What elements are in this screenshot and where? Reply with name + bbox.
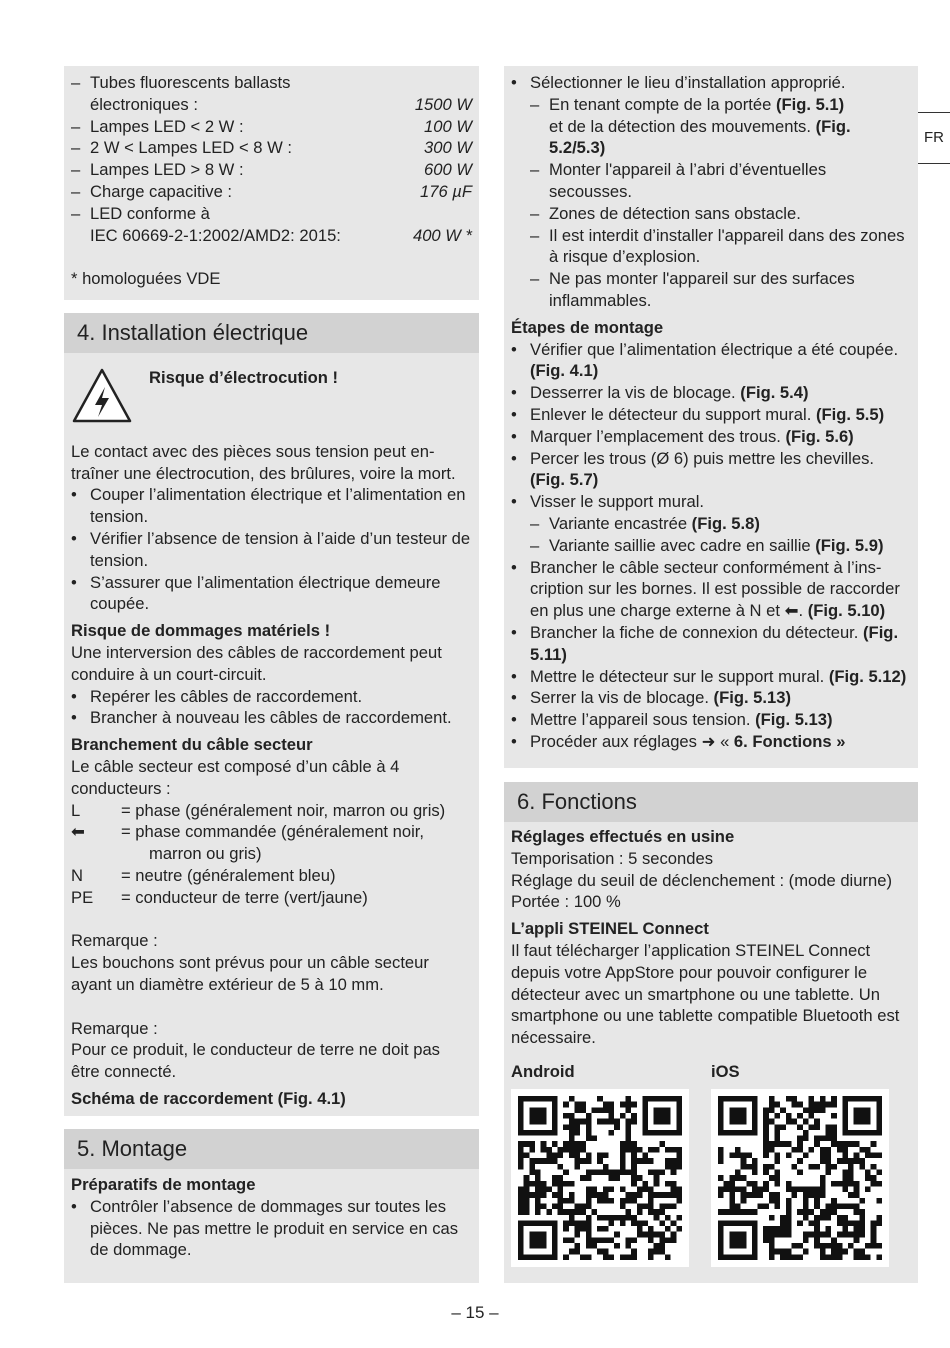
bullet-item	[511, 382, 911, 404]
figure-ref: (Fig. 5.12)	[828, 666, 907, 686]
ios-label: iOS	[711, 1061, 740, 1081]
figure-ref: (Fig. 5.11)	[530, 622, 899, 664]
bullet-item	[511, 513, 911, 535]
bullet-text	[549, 535, 911, 557]
prep-bullets	[71, 1196, 472, 1261]
bullet-text-main: Serrer la vis de blocage.	[530, 688, 714, 708]
ios-qr-block	[711, 1061, 911, 1267]
spec-row	[71, 94, 472, 116]
bullet-text-main: Mettre le détecteur sur le support mural.	[530, 666, 829, 686]
montage-steps-box	[504, 66, 918, 768]
bullet-item	[511, 491, 911, 513]
conductor-desc: = neutre (généralement bleu)	[121, 865, 336, 885]
bullet-mark: •	[511, 426, 517, 446]
bullet-mark: –	[530, 160, 540, 180]
bullet-item	[511, 731, 911, 753]
bullet-mark: –	[530, 94, 540, 114]
bullet-mark: –	[530, 203, 540, 223]
section-6-body	[504, 822, 918, 1283]
spec-label: 2 W < Lampes LED < 8 W :	[90, 138, 292, 158]
bullet-item	[511, 666, 911, 688]
bullet-item	[511, 203, 911, 225]
bullet-text: Couper l’alimentation électrique et l’alimentation en tension.	[90, 485, 466, 527]
app-text: Il faut télécharger l’application STEINEL Connect depuis votre AppStore pour pouvoir configurer le détecteur avec un smartphone ou une tablette. Un smartphone ou une tablette compatible Bluetooth est nécessaire.	[511, 940, 900, 1048]
qr-row	[511, 1061, 911, 1267]
bullet-text	[530, 491, 911, 513]
spec-dash: –	[71, 160, 81, 180]
spec-dash: –	[71, 73, 81, 92]
bullet-text	[549, 159, 911, 203]
bullet-mark	[530, 116, 549, 160]
bullet-text-main: Procéder aux réglages ➜ «	[530, 731, 734, 751]
spec-value: 100 W	[424, 116, 472, 136]
bullet-text	[549, 203, 911, 225]
spec-row	[71, 181, 472, 203]
conductor-key: N	[71, 865, 83, 885]
qr-code-icon	[518, 1096, 682, 1260]
spec-value: 400 W *	[412, 225, 472, 245]
bullet-item	[511, 225, 911, 269]
bullet-text	[549, 225, 911, 269]
spec-dash: –	[71, 138, 81, 158]
spec-label: électroniques :	[90, 94, 198, 114]
section-4-body	[64, 353, 479, 1116]
bullet-text-main: Variante saillie avec cadre en saillie	[549, 535, 816, 555]
electric-warning-icon	[71, 367, 149, 431]
bullet-item	[71, 484, 472, 528]
bullet-text-main: Percer les trous (Ø 6) puis mettre les chevilles.	[530, 448, 874, 468]
conductor-row	[71, 800, 472, 822]
ios-qr-code[interactable]	[711, 1089, 889, 1267]
mount-sub-list	[511, 513, 911, 557]
bullet-text-main: Brancher la fiche de connexion du détecteur.	[530, 622, 864, 642]
bullet-mark: •	[71, 572, 77, 592]
bullet-mark: •	[71, 485, 77, 505]
bullet-mark: –	[530, 513, 540, 533]
bullet-mark: •	[511, 557, 517, 577]
conductor-desc: = phase (généralement noir, marron ou gris)	[121, 800, 446, 820]
conductor-row	[71, 865, 472, 887]
spec-dash: –	[71, 181, 81, 201]
factory-setting-line: Temporisation : 5 secondes	[511, 848, 714, 868]
bullet-item	[511, 268, 911, 312]
bullet-mark: –	[530, 269, 540, 289]
android-qr-code[interactable]	[511, 1089, 689, 1267]
app-title: L’appli STEINEL Connect	[511, 919, 709, 939]
bullet-text-main: Ne pas monter l'appareil sur des surfaces inflammables.	[549, 269, 855, 310]
qr-code-icon	[718, 1096, 882, 1260]
bullet-text-main: Zones de détection sans obstacle.	[549, 203, 801, 223]
spec-dash: –	[71, 203, 81, 223]
conductor-key: PE	[71, 887, 94, 907]
language-tab: FR	[918, 112, 950, 164]
figure-ref: (Fig. 5.7)	[530, 470, 599, 490]
section-5-body	[64, 1169, 479, 1283]
bullet-text	[530, 557, 911, 622]
bullet-mark: •	[71, 686, 77, 706]
bullet-item	[511, 339, 911, 383]
bullet-item	[511, 535, 911, 557]
bullet-text	[530, 448, 911, 492]
spec-value: 176 µF	[420, 181, 472, 201]
steps-list-2	[511, 557, 911, 753]
spec-row	[71, 159, 472, 181]
damage-title: Risque de dommages matériels !	[71, 621, 331, 641]
bullet-text: Repérer les câbles de raccordement.	[90, 686, 363, 706]
conductor-key: L	[71, 800, 81, 820]
page-number: – 15 –	[451, 1303, 499, 1322]
bullet-mark: •	[511, 339, 517, 359]
figure-ref: (Fig. 5.6)	[785, 426, 854, 446]
spec-row	[71, 72, 472, 94]
bullet-mark: –	[530, 535, 540, 555]
spec-dash	[71, 94, 90, 116]
spec-dash	[71, 225, 90, 247]
damage-text: Une interversion des câbles de raccordement peut conduire à un court-circuit.	[71, 642, 442, 684]
bullet-text	[530, 622, 911, 666]
section-4-heading: 4. Installation électrique	[64, 313, 479, 353]
bullet-text	[530, 731, 911, 753]
figure-ref: (Fig. 5.9)	[815, 535, 884, 555]
bullet-text-main: Mettre l’appareil sous tension.	[530, 710, 756, 730]
bullet-text	[530, 426, 911, 448]
figure-ref: (Fig. 5.5)	[815, 404, 885, 424]
bullet-mark: •	[511, 622, 517, 642]
bullet-text	[530, 709, 911, 731]
factory-setting-line: Portée : 100 %	[511, 892, 621, 912]
bullet-item	[71, 1196, 472, 1261]
bullet-item	[71, 707, 472, 729]
bullet-mark: •	[511, 492, 517, 512]
bullet-text: S’assurer que l’alimentation électrique demeure coupée.	[90, 572, 441, 614]
spec-row	[71, 116, 472, 138]
conductor-row	[71, 821, 472, 865]
section-5-heading: 5. Montage	[64, 1129, 479, 1169]
bullet-item	[511, 116, 911, 160]
spec-label: LED conforme à	[90, 203, 210, 223]
spec-label: Charge capacitive :	[90, 181, 233, 201]
bullet-text: Vérifier l’absence de tension à l’aide d’un testeur de tension.	[90, 528, 471, 570]
conductor-list	[71, 800, 472, 909]
bullet-text-main: Variante encastrée	[549, 513, 692, 533]
conductor-row	[71, 887, 472, 909]
android-qr-block	[511, 1061, 711, 1267]
bullet-text	[530, 687, 911, 709]
bullet-mark: •	[511, 688, 517, 708]
safety-bullets	[71, 484, 472, 615]
section-6-heading: 6. Fonctions	[504, 782, 918, 822]
conductor-key: ⬅	[71, 822, 85, 842]
bullet-item	[511, 557, 911, 622]
steps-title: Étapes de montage	[511, 317, 664, 337]
spec-row	[71, 203, 472, 225]
figure-ref: (Fig. 5.10)	[807, 601, 886, 621]
spec-label: Lampes LED > 8 W :	[90, 160, 244, 180]
factory-setting-line: Réglage du seuil de déclenchement : (mode diurne)	[511, 870, 892, 890]
bullet-item	[71, 572, 472, 616]
bullet-text-main: Marquer l’emplacement des trous.	[530, 426, 786, 446]
figure-ref: (Fig. 5.1)	[775, 94, 845, 114]
bullet-mark: •	[511, 383, 517, 403]
bullet-text	[549, 513, 911, 535]
bullet-mark: •	[511, 404, 517, 424]
bullet-item	[511, 159, 911, 203]
conductor-desc: = phase commandée (généralement noir, marron ou gris)	[121, 822, 425, 864]
prep-title: Préparatifs de montage	[71, 1175, 256, 1194]
bullet-item	[511, 448, 911, 492]
bullet-item	[71, 528, 472, 572]
bullet-text	[530, 382, 911, 404]
bullet-text-main: Desserrer la vis de blocage.	[530, 383, 741, 403]
schema-title: Schéma de raccordement (Fig. 4.1)	[71, 1088, 346, 1108]
bullet-mark: –	[530, 225, 540, 245]
bullet-text	[530, 339, 911, 383]
android-label: Android	[511, 1061, 575, 1081]
specs-list	[71, 72, 472, 246]
bullet-item	[511, 687, 911, 709]
bullet-text-main: Visser le support mural.	[530, 492, 704, 512]
spec-dash: –	[71, 116, 81, 136]
bullet-mark: •	[511, 666, 517, 686]
spec-row	[71, 225, 472, 247]
bullet-mark: •	[511, 710, 517, 730]
bullet-mark: •	[71, 528, 77, 548]
figure-ref: (Fig. 5.13)	[755, 710, 833, 730]
bullet-text: Contrôler l’absence de dommages sur toutes les pièces. Ne pas mettre le produit en service en cas de dommage.	[90, 1196, 459, 1260]
bullet-text-main: Il est interdit d’installer l'appareil dans des zones à risque d’explosion.	[549, 225, 905, 267]
bullet-item	[71, 686, 472, 708]
bullet-text	[530, 666, 911, 688]
spec-value: 300 W	[424, 138, 472, 158]
bullet-item	[511, 426, 911, 448]
spec-label: Lampes LED < 2 W :	[90, 116, 244, 136]
bullet-mark: •	[511, 731, 517, 751]
note-2-text: Pour ce produit, le conducteur de terre ne doit pas être connecté.	[71, 1040, 440, 1082]
bullet-text: Brancher à nouveau les câbles de raccordement.	[90, 708, 452, 728]
specs-box	[64, 66, 479, 300]
bullet-text-main: Vérifier que l’alimentation électrique a été coupée.	[530, 339, 899, 359]
note-1-title: Remarque :	[71, 931, 158, 951]
specs-footnote: * homologuées VDE	[71, 269, 221, 289]
steps-list	[511, 339, 911, 513]
location-bullet: • Sélectionner le lieu d’installation approprié.	[511, 73, 846, 92]
spec-label: IEC 60669-2-1:2002/AMD2: 2015:	[90, 225, 341, 245]
bullet-mark: •	[71, 1196, 77, 1216]
location-sub-list	[511, 94, 911, 312]
figure-ref: (Fig. 5.8)	[691, 513, 760, 533]
bullet-text-main: En tenant compte de la portée	[549, 94, 776, 114]
bullet-text-main: Brancher le câble secteur conformément à l’inscription sur les bornes. Il est possible de raccorder en plus une charge externe à N et ⬅.	[530, 557, 900, 621]
spec-value: 1500 W	[414, 94, 472, 114]
figure-ref: (Fig. 5.13)	[713, 688, 791, 708]
conductor-desc: = conducteur de terre (vert/jaune)	[121, 887, 368, 907]
bullet-item	[511, 404, 911, 426]
note-1-text: Les bouchons sont prévus pour un câble secteur ayant un diamètre extérieur de 5 à 10 mm.	[71, 953, 429, 994]
bullet-text	[549, 268, 911, 312]
warning-intro: Le contact avec des pièces sous tension peut entraîner une électrocution, des brûlures, voire la mort.	[71, 441, 456, 483]
bullet-text-main: et de la détection des mouvements.	[549, 116, 816, 136]
bullet-item	[511, 94, 911, 116]
bullet-text	[549, 116, 911, 160]
bullet-text	[549, 94, 911, 116]
figure-ref: (Fig. 5.4)	[740, 383, 809, 403]
figure-ref: (Fig. 5.2/5.3)	[549, 116, 851, 158]
note-2-title: Remarque :	[71, 1018, 158, 1038]
spec-value: 600 W	[424, 160, 472, 180]
spec-row	[71, 137, 472, 159]
bullet-text	[530, 404, 911, 426]
warning-title: Risque d’électrocution !	[149, 368, 339, 387]
figure-ref: 6. Fonctions »	[733, 731, 846, 751]
figure-ref: (Fig. 4.1)	[530, 361, 599, 381]
bullet-item	[511, 622, 911, 666]
cable-text: Le câble secteur est composé d’un câble à 4 conducteurs :	[71, 756, 400, 798]
factory-title: Réglages effectués en usine	[511, 827, 735, 846]
bullet-mark: •	[71, 708, 77, 728]
cable-title: Branchement du câble secteur	[71, 735, 313, 755]
bullet-mark: •	[511, 448, 517, 468]
damage-bullets	[71, 686, 472, 730]
warning-block	[71, 367, 472, 431]
spec-label: Tubes fluorescents ballasts	[90, 73, 291, 92]
bullet-text-main: Monter l'appareil à l’abri d’éventuelles secousses.	[549, 160, 827, 201]
factory-settings	[511, 848, 911, 913]
bullet-item	[511, 709, 911, 731]
bullet-text-main: Enlever le détecteur du support mural.	[530, 404, 816, 424]
